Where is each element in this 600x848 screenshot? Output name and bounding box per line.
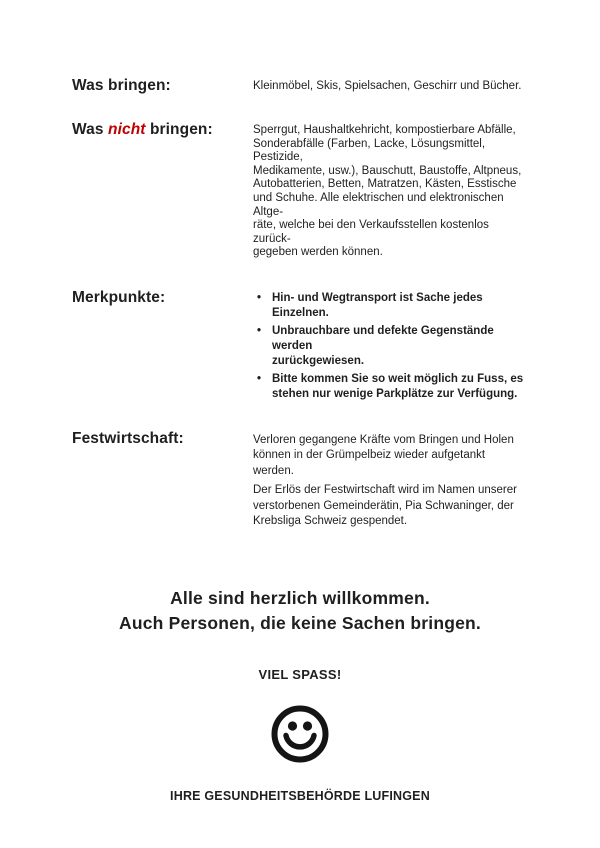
was-nicht-bringen-text: Sperrgut, Haushaltkehricht, kompostierbare Abfälle, Sonderabfälle (Farben, Lacke, Lösungsmittel, Pestizide, Medikamente, usw.), Bauschutt, Baustoffe, Altpneus, Autobatterien, Betten, Matratzen, Kästen, Esstische und Schuhe. Alle elektrischen und elektronischen Altge- räte, welche bei den Verkaufsstellen kostenlos zurück- gegeben werden können. [253,124,522,259]
bullet-item [253,324,525,369]
section-was-nicht-bringen [72,121,600,260]
signature-text: IHRE GESUNDHEITSBEHÖRDE LUFINGEN [170,788,430,803]
label-suffix: bringen: [145,121,213,138]
merkpunkte-list [253,291,525,405]
section-merkpunkte [72,289,600,405]
festwirtschaft-paragraph: Der Erlös der Festwirtschaft wird im Namen unserer verstorbenen Gemeinderätin, Pia Schwaninger, der Krebsliga Schweiz gespendet. [253,484,517,528]
welcome-line-1: Alle sind herzlich willkommen. [170,587,430,608]
merkpunkte-label: Merkpunkte: [72,288,166,306]
bullet-text: Bitte kommen Sie so weit möglich zu Fuss, es stehen nur wenige Parkplätze zur Verfügung. [272,372,524,400]
was-bringen-text: Kleinmöbel, Skis, Spielsachen, Geschirr und Bücher. [253,80,522,92]
bullet-text: Hin- und Wegtransport ist Sache jedes Einzelnen. [272,291,483,319]
bullet-item [253,372,525,402]
label-emphasis-nicht: nicht [108,121,146,138]
festwirtschaft-paragraph: Verloren gegangene Kräfte vom Bringen und Holen können in der Grümpelbeiz wieder aufgetankt werden. [253,433,514,477]
bullet-text: Unbrauchbare und defekte Gegenstände werden zurückgewiesen. [272,324,494,367]
welcome-message [0,586,600,636]
section-festwirtschaft [72,430,600,530]
bullet-icon: • [257,324,262,337]
welcome-line-2: Auch Personen, die keine Sachen bringen. [119,612,481,633]
bullet-icon: • [257,291,262,304]
festwirtschaft-label: Festwirtschaft: [72,429,184,447]
label-prefix: Was [72,121,109,138]
smiley-icon [271,705,329,763]
viel-spass-text: VIEL SPASS! [258,666,342,682]
section-was-bringen [72,77,600,95]
bullet-icon: • [257,372,262,385]
bullet-item [253,291,525,321]
was-bringen-label: Was bringen: [72,77,171,94]
festwirtschaft-text [253,433,525,530]
was-nicht-bringen-label [72,121,253,139]
